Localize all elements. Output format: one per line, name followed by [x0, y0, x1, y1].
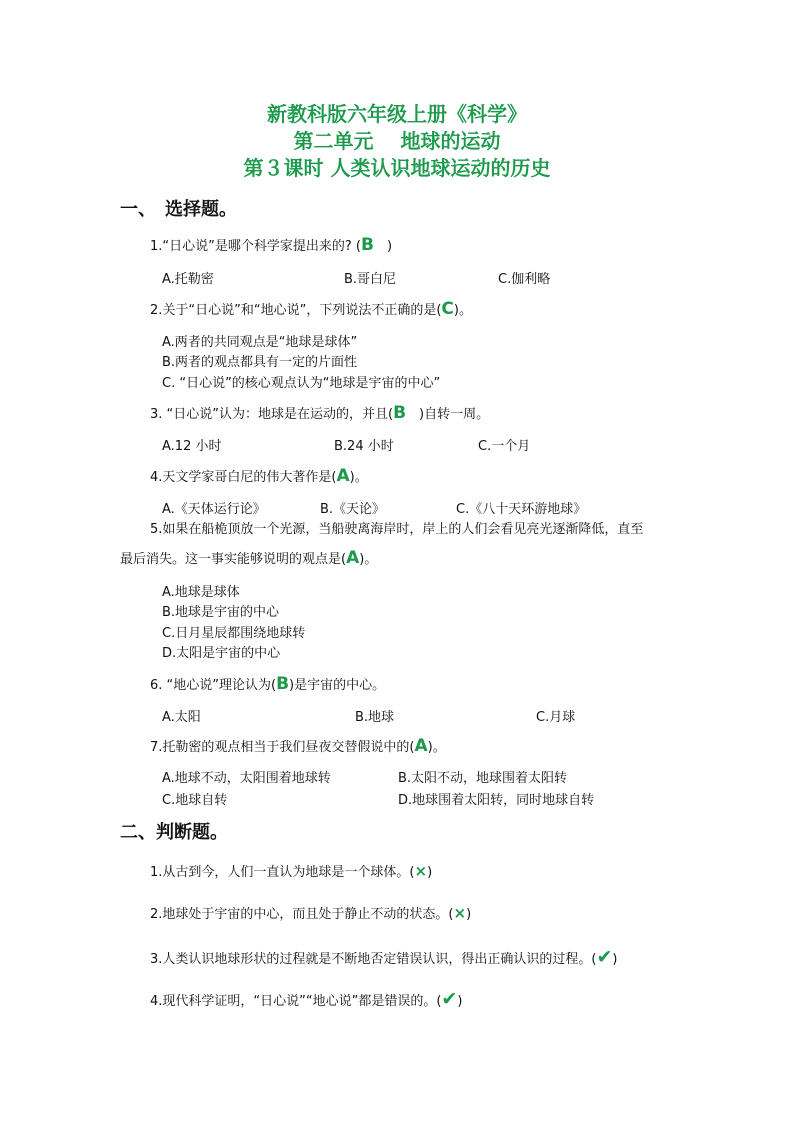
option: A.两者的共同观点是“地球是球体”: [162, 335, 358, 350]
option: B.《天论》: [320, 502, 386, 517]
option: A.《天体运行论》: [162, 502, 266, 517]
option: B.24 小时: [334, 439, 394, 454]
question-text: 4.天文学家哥白尼的伟大著作是(: [150, 470, 337, 485]
judgment-text: 3.人类认识地球形状的过程就是不断地否定错误认识，得出正确认识的过程。(: [150, 952, 597, 967]
question-text: 1.“日心说”是哪个科学家提出来的? (: [150, 239, 361, 254]
judgment-text-end: ): [457, 994, 463, 1009]
option: B.太阳不动，地球围着太阳转: [398, 771, 568, 786]
question-text: 7.托勒密的观点相当于我们昼夜交替假说中的(: [150, 740, 415, 755]
judgment-1: [150, 861, 432, 880]
judgment-mark: ×: [453, 904, 467, 922]
question-text-end: )。: [349, 470, 368, 485]
question-text-end: )是宇宙的中心。: [289, 678, 386, 693]
option: B.地球: [355, 710, 395, 725]
question-text: 最后消失。这一事实能够说明的观点是(: [120, 552, 347, 567]
answer: B: [360, 235, 374, 255]
answer: A: [346, 548, 360, 568]
check-mark-icon: ✔: [596, 946, 613, 968]
judgment-text: 2.地球处于宇宙的中心，而且处于静止不动的状态。(: [150, 907, 454, 922]
judgment-text: 4.现代科学证明，“日心说”“地心说”都是错误的。(: [150, 994, 442, 1009]
question-7: [150, 736, 446, 756]
unit-title: 第二单元 地球的运动: [293, 129, 501, 153]
question-1: [150, 235, 392, 255]
option: C. “日心说”的核心观点认为“地球是宇宙的中心”: [162, 376, 441, 391]
judgment-text-end: ): [612, 952, 618, 967]
answer: A: [336, 466, 350, 486]
question-5-line-2: [120, 548, 377, 568]
answer: B: [393, 403, 407, 423]
doc-title: 新教科版六年级上册《科学》: [267, 102, 527, 126]
check-mark-icon: ✔: [441, 988, 458, 1010]
answer: A: [414, 736, 428, 756]
option: A.地球是球体: [162, 585, 240, 600]
option: C.月球: [536, 710, 576, 725]
option: A.太阳: [162, 710, 201, 725]
question-text-end: ): [373, 239, 393, 254]
option: D.太阳是宇宙的中心: [162, 646, 281, 661]
answer: B: [276, 674, 290, 694]
option: C.地球自转: [162, 793, 228, 808]
judgment-3: [150, 946, 617, 968]
judgment-mark: ×: [414, 862, 428, 880]
judgment-2: [150, 903, 471, 922]
judgment-text: 1.从古到今，人们一直认为地球是一个球体。(: [150, 865, 415, 880]
option: C.伽利略: [498, 272, 551, 287]
question-5-line-1: 5.如果在船桅顶放一个光源，当船驶离海岸时，岸上的人们会看见亮光逐渐降低，直至: [150, 522, 644, 537]
question-text: 6. “地心说”理论认为(: [150, 678, 277, 693]
question-text-end: )。: [453, 303, 472, 318]
question-3: [150, 403, 489, 423]
option: C.《八十天环游地球》: [456, 502, 587, 517]
option: A.地球不动，太阳围着地球转: [162, 771, 331, 786]
question-text-end: )自转一周。: [406, 407, 490, 422]
answer: C: [441, 299, 454, 319]
question-text-end: )。: [359, 552, 378, 567]
judgment-text-end: ): [427, 865, 433, 880]
option: A.12 小时: [162, 439, 222, 454]
question-text-end: )。: [427, 740, 446, 755]
question-text: 2.关于“日心说”和“地心说”，下列说法不正确的是(: [150, 303, 442, 318]
judgment-4: [150, 988, 462, 1010]
option: C.日月星辰都围绕地球转: [162, 626, 306, 641]
option: D.地球围着太阳转，同时地球自转: [398, 793, 595, 808]
option: A.托勒密: [162, 272, 214, 287]
option: B.地球是宇宙的中心: [162, 605, 280, 620]
question-text: 3. “日心说”认为：地球是在运动的，并且(: [150, 407, 394, 422]
question-4: [150, 466, 368, 486]
option: B.两者的观点都具有一定的片面性: [162, 355, 358, 370]
judgment-text-end: ): [466, 907, 472, 922]
section-judgment-title: 二、判断题。: [120, 822, 228, 843]
question-6: [150, 674, 385, 694]
section-choice-title: 一、 选择题。: [120, 199, 237, 220]
lesson-title: 第３课时 人类认识地球运动的历史: [243, 156, 551, 180]
option: B.哥白尼: [344, 272, 397, 287]
option: C.一个月: [478, 439, 531, 454]
question-2: [150, 299, 472, 319]
